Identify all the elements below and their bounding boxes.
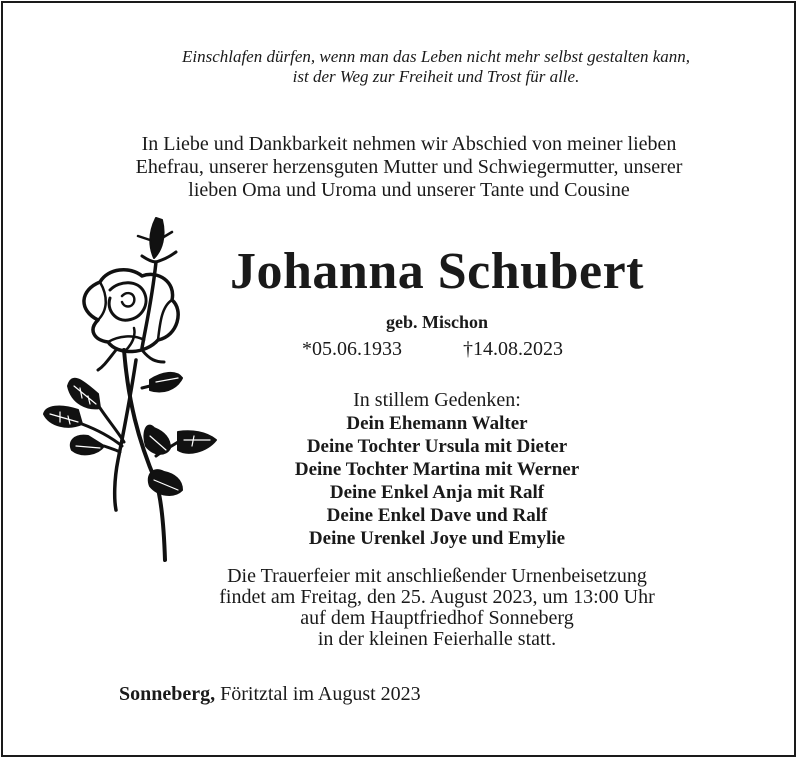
motto-quote xyxy=(0,47,800,87)
intro-line: In Liebe und Dankbarkeit nehmen wir Abschied von meiner lieben xyxy=(141,133,677,155)
mourner-line: Deine Urenkel Joye und Emylie xyxy=(308,528,566,549)
mourner-line: Deine Enkel Dave und Ralf xyxy=(326,505,548,526)
maiden-name: geb. Mischon xyxy=(385,312,488,332)
motto-line: Einschlafen dürfen, wenn man das Leben nicht mehr selbst gestalten kann, xyxy=(181,47,691,66)
service-line: auf dem Hauptfriedhof Sonneberg xyxy=(300,607,574,629)
birth-date: *05.06.1933 xyxy=(302,338,402,360)
service-line: findet am Freitag, den 25. August 2023, um 13:00 Uhr xyxy=(219,586,655,608)
deceased-name: Johanna Schubert xyxy=(230,243,644,300)
mourners-list xyxy=(0,412,800,550)
motto-line: ist der Weg zur Freiheit und Trost für alle. xyxy=(292,67,580,86)
mourner-line: Deine Enkel Anja mit Ralf xyxy=(329,482,545,503)
service-info xyxy=(0,566,800,650)
service-line: Die Trauerfeier mit anschließender Urnenbeisetzung xyxy=(227,565,647,587)
intro-line: lieben Oma und Uroma und unserer Tante und Cousine xyxy=(188,179,630,201)
signoff-city: Sonneberg, xyxy=(119,683,216,705)
mourner-line: Deine Tochter Ursula mit Dieter xyxy=(306,436,568,457)
place-and-date xyxy=(119,682,421,706)
service-line: in der kleinen Feierhalle statt. xyxy=(317,628,557,650)
memory-heading: In stillem Gedenken: xyxy=(353,389,521,411)
intro-text xyxy=(0,133,800,202)
death-date: †14.08.2023 xyxy=(463,338,563,360)
mourner-line: Deine Tochter Martina mit Werner xyxy=(294,459,580,480)
intro-line: Ehefrau, unserer herzensguten Mutter und Schwiegermutter, unserer xyxy=(135,156,683,178)
mourner-line: Dein Ehemann Walter xyxy=(346,413,528,434)
signoff-rest: Föritztal im August 2023 xyxy=(215,683,421,705)
